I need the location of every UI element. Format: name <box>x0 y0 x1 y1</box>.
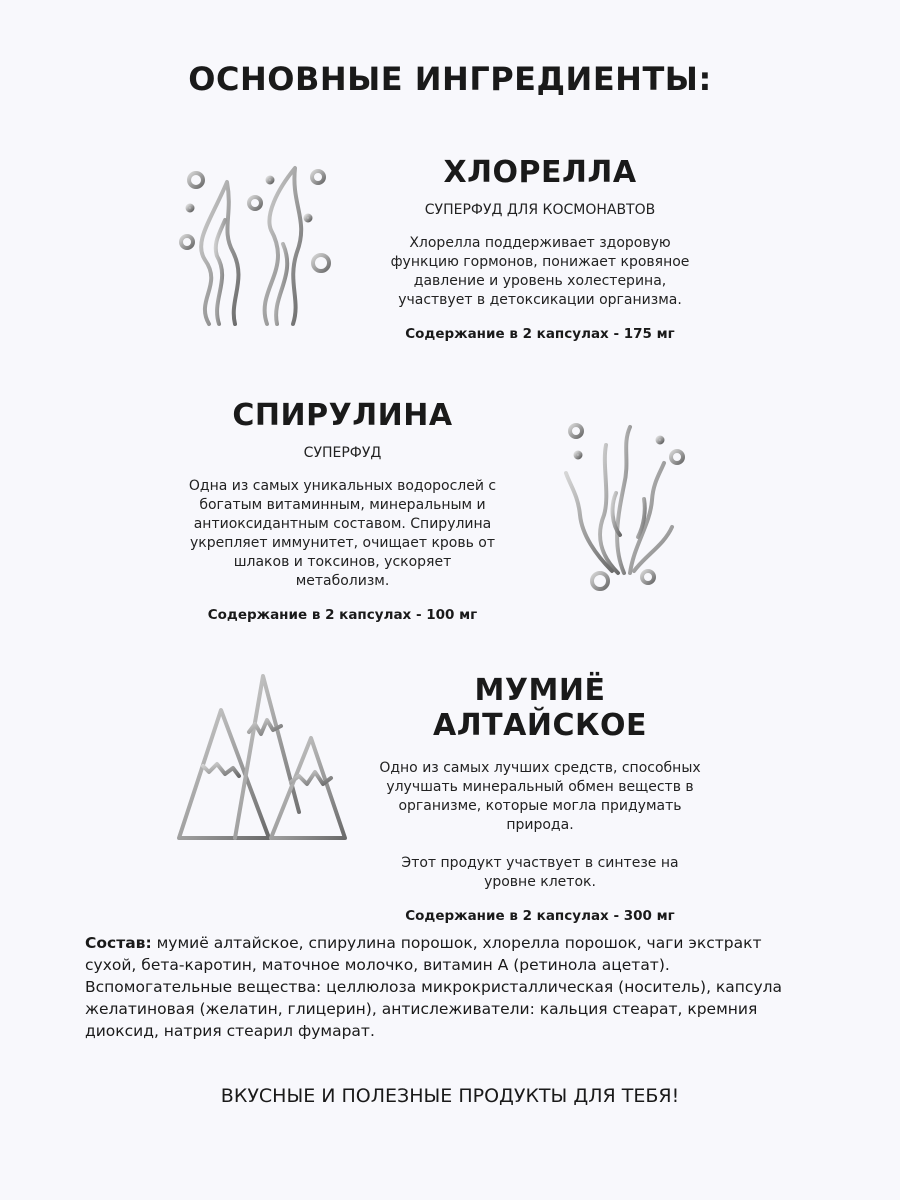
mountains-icon <box>175 672 350 842</box>
ingredient-mumiyo <box>375 673 705 924</box>
composition-label: Состав: <box>85 934 152 952</box>
description-paragraph: Этот продукт участвует в синтезе на уровне клеток. <box>401 855 679 890</box>
ingredient-description <box>185 477 500 591</box>
seaweed-icon <box>175 160 335 335</box>
algae-icon <box>560 415 695 595</box>
ingredient-dose: Содержание в 2 капсулах - 300 мг <box>405 908 675 924</box>
description-paragraph: Одна из самых уникальных водорослей с богатым витаминным, минеральным и антиоксидантным составом. Спирулина укрепляет иммунитет, очищает кровь от шлаков и токсинов, ускоряет метаболизм. <box>188 478 497 589</box>
ingredient-description <box>380 234 700 310</box>
ingredient-description <box>375 759 705 892</box>
ingredient-dose: Содержание в 2 капсулах - 175 мг <box>405 326 675 342</box>
ingredient-subtitle: СУПЕРФУД <box>303 445 382 461</box>
ingredient-name: МУМИЁ АЛТАЙСКОЕ <box>433 673 647 743</box>
description-paragraph: Одно из самых лучших средств, способных улучшать минеральный обмен веществ в организме, которые могла придумать природа. <box>379 760 701 833</box>
footer-slogan: ВКУСНЫЕ И ПОЛЕЗНЫЕ ПРОДУКТЫ ДЛЯ ТЕБЯ! <box>220 1085 680 1107</box>
composition <box>85 932 815 1042</box>
description-paragraph: Хлорелла поддерживает здоровую функцию гормонов, понижает кровяное давление и уровень холестерина, участвует в детоксикации организма. <box>390 235 690 308</box>
ingredient-subtitle: СУПЕРФУД ДЛЯ КОСМОНАВТОВ <box>424 202 656 218</box>
ingredient-chlorella <box>380 155 700 342</box>
ingredient-name: СПИРУЛИНА <box>232 398 453 433</box>
ingredient-dose: Содержание в 2 капсулах - 100 мг <box>207 607 478 623</box>
page-title: ОСНОВНЫЕ ИНГРЕДИЕНТЫ: <box>188 60 712 98</box>
composition-text: мумиё алтайское, спирулина порошок, хлорелла порошок, чаги экстракт сухой, бета-каротин, маточное молочко, витамин А (ретинола ацетат). Вспомогательные вещества: целлюлоза микрокристаллическая (носитель), капсула желатиновая (желатин, глицерин), антислеживатели: кальция стеарат, кремния диоксид, натрия стеарил фумарат. <box>85 934 783 1040</box>
ingredient-spirulina <box>185 398 500 623</box>
ingredient-name: ХЛОРЕЛЛА <box>443 155 637 190</box>
